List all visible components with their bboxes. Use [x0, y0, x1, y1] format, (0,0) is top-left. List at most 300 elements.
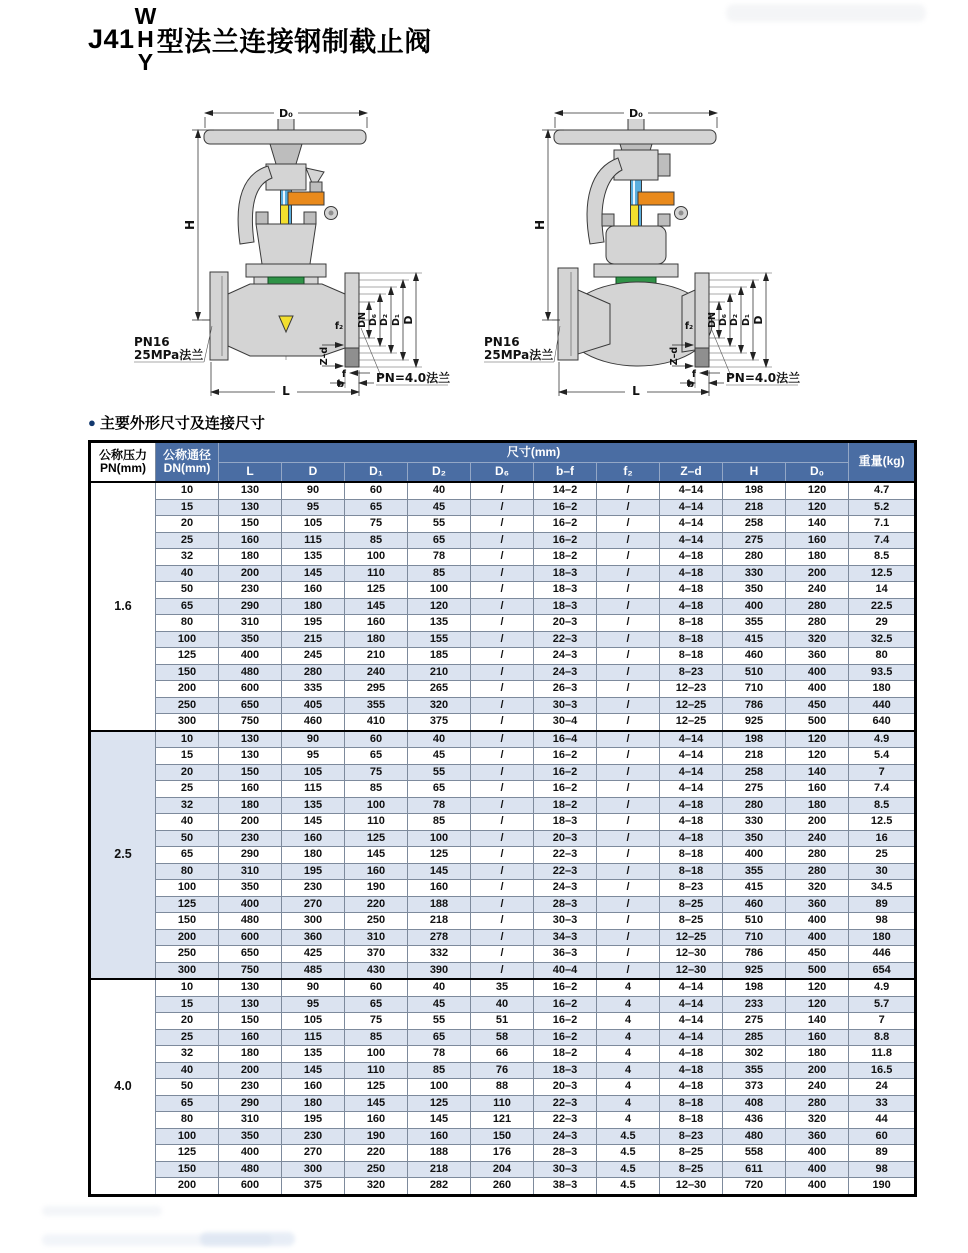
header-col-bf: b–f	[534, 463, 597, 483]
dim-cell: /	[471, 482, 534, 499]
dim-cell: 110	[345, 814, 408, 831]
dim-cell: 105	[282, 516, 345, 533]
dim-cell: 98	[849, 1161, 916, 1178]
dim-cell: 150	[219, 516, 282, 533]
dim-cell: 4.5	[597, 1161, 660, 1178]
table-row	[90, 631, 916, 648]
dim-label-f: f	[341, 369, 346, 380]
dim-cell: 18–3	[534, 814, 597, 831]
dim-cell: 750	[219, 962, 282, 979]
dim-cell: 60	[345, 731, 408, 748]
dim-cell: 20–3	[534, 830, 597, 847]
dim-cell: 145	[345, 1095, 408, 1112]
table-row	[90, 499, 916, 516]
dim-cell: 230	[219, 830, 282, 847]
dim-cell: /	[597, 697, 660, 714]
dim-cell: 400	[219, 1145, 282, 1162]
dim-cell: 4–18	[660, 565, 723, 582]
dn-cell: 25	[156, 781, 219, 798]
header-col-h: H	[723, 463, 786, 483]
dim-cell: 786	[723, 697, 786, 714]
table-row	[90, 714, 916, 731]
dim-label-zd: Z–d	[319, 346, 330, 366]
dim-cell: 285	[723, 1029, 786, 1046]
dim-cell: 145	[345, 847, 408, 864]
dn-cell: 150	[156, 913, 219, 930]
dim-cell: 4–18	[660, 797, 723, 814]
dim-cell: 75	[345, 516, 408, 533]
dim-cell: 400	[786, 1161, 849, 1178]
dim-cell: 4–14	[660, 996, 723, 1013]
dim-cell: /	[471, 847, 534, 864]
dim-cell: /	[471, 598, 534, 615]
dim-cell: 400	[786, 1178, 849, 1196]
dim-cell: 85	[408, 1062, 471, 1079]
dim-cell: 4–14	[660, 1013, 723, 1030]
dim-cell: 4–14	[660, 532, 723, 549]
dim-cell: 8–18	[660, 615, 723, 632]
dim-cell: 33	[849, 1095, 916, 1112]
dim-cell: /	[597, 648, 660, 665]
dim-cell: 135	[282, 797, 345, 814]
dim-cell: 240	[786, 582, 849, 599]
dim-cell: 280	[786, 847, 849, 864]
dim-cell: 130	[219, 482, 282, 499]
dim-cell: 400	[786, 1145, 849, 1162]
dim-cell: 350	[219, 1128, 282, 1145]
dim-cell: 8.8	[849, 1029, 916, 1046]
dn-cell: 80	[156, 1112, 219, 1129]
dim-cell: 160	[282, 830, 345, 847]
dim-cell: /	[471, 631, 534, 648]
dim-cell: 145	[282, 1062, 345, 1079]
dim-cell: 76	[471, 1062, 534, 1079]
dim-cell: 355	[723, 863, 786, 880]
dim-cell: 22–3	[534, 1095, 597, 1112]
dim-cell: 275	[723, 532, 786, 549]
header-size-span: 尺寸(mm)	[219, 442, 849, 463]
dim-cell: 120	[786, 979, 849, 996]
dim-cell: 29	[849, 615, 916, 632]
dim-cell: 32.5	[849, 631, 916, 648]
dim-cell: 4–18	[660, 830, 723, 847]
dim-cell: /	[471, 714, 534, 731]
dim-cell: 600	[219, 681, 282, 698]
dim-cell: /	[597, 532, 660, 549]
dim-cell: 4.9	[849, 979, 916, 996]
table-row	[90, 697, 916, 714]
dn-cell: 200	[156, 681, 219, 698]
dim-cell: 4	[597, 1062, 660, 1079]
dn-cell: 300	[156, 714, 219, 731]
dim-cell: 30–4	[534, 714, 597, 731]
dim-cell: /	[597, 565, 660, 582]
dim-cell: 446	[849, 946, 916, 963]
dim-cell: 24	[849, 1079, 916, 1096]
dim-cell: 160	[408, 1128, 471, 1145]
dim-cell: 460	[282, 714, 345, 731]
dim-cell: 16–2	[534, 516, 597, 533]
dim-cell: 600	[219, 929, 282, 946]
dim-cell: 22–3	[534, 1112, 597, 1129]
dim-cell: 100	[408, 830, 471, 847]
dim-cell: 260	[471, 1178, 534, 1196]
dim-cell: 710	[723, 929, 786, 946]
dim-cell: 4.5	[597, 1128, 660, 1145]
dim-cell: 44	[849, 1112, 916, 1129]
dim-cell: 100	[408, 1079, 471, 1096]
table-row	[90, 962, 916, 979]
title-model-prefix: J41	[88, 24, 135, 54]
dim-cell: 89	[849, 896, 916, 913]
dim-cell: /	[597, 714, 660, 731]
dim-cell: 120	[408, 598, 471, 615]
dim-cell: 400	[786, 681, 849, 698]
dim-cell: 65	[345, 996, 408, 1013]
dn-cell: 32	[156, 1046, 219, 1063]
dim-cell: 400	[786, 664, 849, 681]
dim-cell: 85	[408, 814, 471, 831]
table-row	[90, 1145, 916, 1162]
dim-cell: 230	[282, 1128, 345, 1145]
dim-cell: 360	[786, 1128, 849, 1145]
dim-label-d2: D₂	[729, 313, 740, 327]
dim-cell: 360	[282, 929, 345, 946]
table-row	[90, 847, 916, 864]
dim-cell: /	[597, 582, 660, 599]
dim-cell: 120	[786, 499, 849, 516]
dim-cell: 135	[282, 1046, 345, 1063]
dim-cell: 36–3	[534, 946, 597, 963]
dim-cell: 302	[723, 1046, 786, 1063]
dim-cell: 100	[345, 1046, 408, 1063]
section-title: 主要外形尺寸及连接尺寸	[99, 415, 265, 432]
dim-cell: 30–3	[534, 913, 597, 930]
dim-cell: 16–2	[534, 748, 597, 765]
dn-cell: 125	[156, 896, 219, 913]
dn-cell: 15	[156, 748, 219, 765]
dim-cell: 18–3	[534, 1062, 597, 1079]
dim-cell: 440	[849, 697, 916, 714]
dim-label-f2: f₂	[684, 321, 694, 332]
dim-cell: 8–25	[660, 896, 723, 913]
dim-cell: 270	[282, 1145, 345, 1162]
dim-cell: 500	[786, 962, 849, 979]
dim-cell: 110	[345, 565, 408, 582]
dim-cell: 98	[849, 913, 916, 930]
dim-cell: 180	[219, 1046, 282, 1063]
dim-cell: /	[597, 946, 660, 963]
table-row	[90, 1013, 916, 1030]
dim-cell: 16	[849, 830, 916, 847]
dim-cell: 22–3	[534, 631, 597, 648]
dim-cell: 185	[408, 648, 471, 665]
dim-cell: 7.4	[849, 532, 916, 549]
dim-cell: 90	[282, 979, 345, 996]
dim-cell: /	[471, 814, 534, 831]
dim-cell: 330	[723, 814, 786, 831]
dim-cell: 22–3	[534, 847, 597, 864]
dim-cell: 4–18	[660, 1046, 723, 1063]
table-row	[90, 830, 916, 847]
table-row	[90, 1112, 916, 1129]
dim-cell: 160	[219, 1029, 282, 1046]
dn-cell: 300	[156, 962, 219, 979]
dim-cell: 4–14	[660, 482, 723, 499]
dim-cell: /	[471, 582, 534, 599]
dim-cell: /	[597, 549, 660, 566]
dim-cell: 18–3	[534, 598, 597, 615]
dim-cell: 105	[282, 1013, 345, 1030]
dim-cell: /	[471, 615, 534, 632]
dim-cell: 400	[723, 847, 786, 864]
dim-cell: /	[597, 929, 660, 946]
dn-cell: 250	[156, 697, 219, 714]
dim-cell: 4–14	[660, 748, 723, 765]
dim-cell: 125	[345, 1079, 408, 1096]
dim-cell: 7	[849, 1013, 916, 1030]
dim-cell: 160	[786, 1029, 849, 1046]
dim-cell: 204	[471, 1161, 534, 1178]
dim-cell: 16–2	[534, 979, 597, 996]
scan-smudge	[42, 1206, 162, 1216]
dim-cell: 5.2	[849, 499, 916, 516]
dim-cell: 4–14	[660, 731, 723, 748]
dn-cell: 80	[156, 615, 219, 632]
dim-cell: 200	[219, 565, 282, 582]
dim-label-dn: DN	[357, 312, 368, 328]
dim-cell: 18–3	[534, 582, 597, 599]
dim-cell: 12–30	[660, 946, 723, 963]
dim-cell: 12–25	[660, 929, 723, 946]
dim-cell: 12–25	[660, 714, 723, 731]
dim-cell: 90	[282, 731, 345, 748]
dim-cell: 135	[282, 549, 345, 566]
header-col-d6: D₆	[471, 463, 534, 483]
dim-cell: 320	[786, 1112, 849, 1129]
dim-cell: /	[597, 781, 660, 798]
table-row	[90, 549, 916, 566]
dim-cell: 65	[408, 781, 471, 798]
dim-cell: 130	[219, 996, 282, 1013]
dim-cell: 110	[471, 1095, 534, 1112]
table-row	[90, 896, 916, 913]
dim-cell: 510	[723, 913, 786, 930]
dn-cell: 32	[156, 549, 219, 566]
dim-cell: 4–14	[660, 764, 723, 781]
dim-cell: 65	[345, 748, 408, 765]
dim-cell: 220	[345, 1145, 408, 1162]
dim-cell: 558	[723, 1145, 786, 1162]
dim-cell: 400	[219, 896, 282, 913]
dim-cell: 22–3	[534, 863, 597, 880]
dim-cell: 85	[345, 781, 408, 798]
dim-cell: 600	[219, 1178, 282, 1196]
dim-label-zd: Z–d	[669, 346, 680, 366]
header-col-zd: Z–d	[660, 463, 723, 483]
dim-cell: 145	[282, 565, 345, 582]
dim-cell: 16–2	[534, 781, 597, 798]
dim-cell: 30	[849, 863, 916, 880]
dim-cell: 436	[723, 1112, 786, 1129]
dim-cell: 140	[786, 764, 849, 781]
header-col-d: D	[282, 463, 345, 483]
dim-cell: 7	[849, 764, 916, 781]
dn-cell: 150	[156, 1161, 219, 1178]
table-row	[90, 681, 916, 698]
dim-cell: 155	[408, 631, 471, 648]
dim-cell: 14–2	[534, 482, 597, 499]
dim-cell: 4–18	[660, 549, 723, 566]
dim-cell: 250	[345, 913, 408, 930]
dim-cell: 18–2	[534, 1046, 597, 1063]
table-row	[90, 880, 916, 897]
dn-cell: 150	[156, 664, 219, 681]
dim-cell: 24–3	[534, 1128, 597, 1145]
dim-cell: 8.5	[849, 797, 916, 814]
dim-label-d1: D₁	[391, 313, 402, 327]
dim-cell: 130	[219, 979, 282, 996]
dim-cell: 8–18	[660, 863, 723, 880]
dim-cell: 145	[345, 598, 408, 615]
dim-cell: 110	[345, 1062, 408, 1079]
dim-cell: 18–2	[534, 549, 597, 566]
dim-cell: 290	[219, 598, 282, 615]
dim-cell: 8.5	[849, 549, 916, 566]
dim-cell: 5.7	[849, 996, 916, 1013]
spec-table	[88, 440, 917, 1197]
header-weight: 重量(kg)	[849, 442, 916, 483]
header-col-d2: D₂	[408, 463, 471, 483]
dim-cell: 125	[408, 1095, 471, 1112]
dim-cell: 430	[345, 962, 408, 979]
dim-cell: 218	[723, 499, 786, 516]
dim-cell: 200	[786, 565, 849, 582]
dim-cell: 390	[408, 962, 471, 979]
dim-cell: /	[597, 731, 660, 748]
dim-cell: /	[597, 847, 660, 864]
dim-cell: 121	[471, 1112, 534, 1129]
dim-cell: /	[597, 814, 660, 831]
dn-cell: 10	[156, 979, 219, 996]
table-row	[90, 814, 916, 831]
table-row	[90, 1046, 916, 1063]
dim-cell: 240	[786, 830, 849, 847]
dim-cell: 180	[786, 797, 849, 814]
dim-cell: 22.5	[849, 598, 916, 615]
dim-cell: 30–3	[534, 697, 597, 714]
dim-cell: 150	[219, 1013, 282, 1030]
dim-cell: 190	[345, 1128, 408, 1145]
dim-cell: 282	[408, 1178, 471, 1196]
dim-cell: 120	[786, 748, 849, 765]
dim-cell: 24–3	[534, 648, 597, 665]
dim-cell: 176	[471, 1145, 534, 1162]
dn-cell: 65	[156, 1095, 219, 1112]
dim-cell: 925	[723, 714, 786, 731]
dim-cell: 40	[408, 979, 471, 996]
dim-cell: 4–18	[660, 582, 723, 599]
dim-cell: /	[471, 896, 534, 913]
dim-cell: 750	[219, 714, 282, 731]
dim-cell: 350	[219, 880, 282, 897]
dn-cell: 50	[156, 582, 219, 599]
dim-cell: 195	[282, 615, 345, 632]
dim-cell: /	[471, 648, 534, 665]
dim-cell: /	[471, 748, 534, 765]
table-row	[90, 929, 916, 946]
dim-label-l: L	[632, 384, 640, 398]
section-heading	[88, 412, 265, 433]
dim-cell: 270	[282, 896, 345, 913]
dim-cell: 450	[786, 946, 849, 963]
dim-cell: 480	[723, 1128, 786, 1145]
dim-cell: 95	[282, 996, 345, 1013]
dim-cell: 24–3	[534, 880, 597, 897]
scan-smudge	[726, 4, 926, 22]
dim-cell: 12.5	[849, 814, 916, 831]
dim-cell: /	[471, 532, 534, 549]
dim-cell: 300	[282, 913, 345, 930]
dim-cell: 180	[219, 549, 282, 566]
table-row	[90, 1128, 916, 1145]
dim-cell: 4–14	[660, 781, 723, 798]
dim-cell: 480	[219, 913, 282, 930]
dim-cell: /	[471, 946, 534, 963]
dim-cell: /	[597, 797, 660, 814]
table-row	[90, 648, 916, 665]
spec-table-body	[90, 482, 916, 1195]
dim-cell: 160	[282, 1079, 345, 1096]
table-row	[90, 482, 916, 499]
dim-cell: 7.4	[849, 781, 916, 798]
dim-cell: 45	[408, 996, 471, 1013]
dim-cell: 60	[345, 979, 408, 996]
dim-cell: 198	[723, 731, 786, 748]
dim-cell: 160	[282, 582, 345, 599]
dim-cell: 89	[849, 1145, 916, 1162]
dim-cell: 278	[408, 929, 471, 946]
dim-cell: 8–23	[660, 1128, 723, 1145]
dim-cell: 60	[849, 1128, 916, 1145]
dn-cell: 65	[156, 847, 219, 864]
dim-cell: 4.5	[597, 1178, 660, 1196]
dim-cell: 35	[471, 979, 534, 996]
flange-note-pn16-line2: 25MPa法兰	[484, 348, 554, 362]
dn-cell: 80	[156, 863, 219, 880]
dim-cell: /	[471, 929, 534, 946]
dim-cell: /	[471, 764, 534, 781]
dim-cell: 300	[282, 1161, 345, 1178]
dim-cell: 786	[723, 946, 786, 963]
dim-cell: /	[597, 615, 660, 632]
dim-cell: 195	[282, 863, 345, 880]
dim-cell: 4	[597, 1046, 660, 1063]
dim-cell: 375	[408, 714, 471, 731]
dim-cell: 280	[723, 797, 786, 814]
dim-cell: /	[597, 598, 660, 615]
dim-cell: 280	[282, 664, 345, 681]
dn-cell: 100	[156, 1128, 219, 1145]
dim-cell: 40	[408, 482, 471, 499]
dim-cell: 78	[408, 1046, 471, 1063]
dn-cell: 125	[156, 648, 219, 665]
dim-cell: 90	[282, 482, 345, 499]
dim-cell: 28–3	[534, 896, 597, 913]
dim-cell: 8–18	[660, 1095, 723, 1112]
dim-cell: 95	[282, 499, 345, 516]
dn-cell: 25	[156, 1029, 219, 1046]
